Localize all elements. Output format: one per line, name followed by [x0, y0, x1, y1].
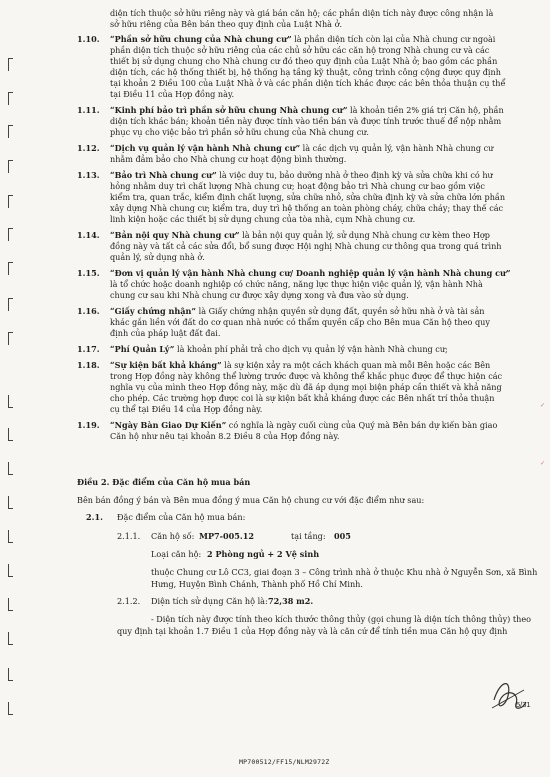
clause-text: diện tích, các hệ thống thiết bị, hệ thống hạ tầng kỹ thuật, công trình công cộng được quy định: [110, 67, 501, 77]
clause-number: 1.16.: [77, 306, 100, 316]
clause-number: 1.17.: [77, 344, 100, 354]
binding-mark: [8, 598, 13, 611]
defined-term: “Phần sở hữu chung của Nhà chung cư”: [110, 34, 292, 44]
clause-continuation-line: [110, 8, 493, 19]
clause-text: là việc duy tu, bảo dưỡng nhà ở theo định kỳ và sửa chữa khi có hư: [216, 170, 493, 180]
margin-mark: ✓: [540, 461, 546, 467]
clause-continuation-line: [110, 78, 506, 89]
defined-term: “Đơn vị quản lý vận hành Nhà chung cư/ Doanh nghiệp quản lý vận hành Nhà chung cư”: [110, 268, 511, 278]
clause-text: xây dựng Nhà chung cư; kiểm tra, duy trì hệ thống an toàn phòng cháy, chữa cháy; thay thế các: [110, 203, 504, 213]
clause-text: là các dịch vụ quản lý, vận hành Nhà chung cư: [300, 143, 494, 153]
clause-line: [110, 420, 497, 431]
area-note-line-2: quy định tại khoản 1.7 Điều 1 của Hợp đồng này và là căn cứ để tính tiền mua Căn hộ quy định: [117, 626, 508, 636]
apartment-type-label: Loại căn hộ:: [151, 549, 202, 559]
clause-line: [110, 344, 448, 355]
clause-continuation-line: [110, 45, 489, 56]
clause-text: linh kiện hoặc các thiết bị sử dụng chung của tòa nhà, cụm Nhà chung cư.: [110, 214, 416, 224]
clause-text: chung cư sau khi Nhà chung cư được xây dựng xong và đưa vào sử dụng.: [110, 290, 409, 300]
clause-text: cho phép. Các trường hợp được coi là sự kiện bất khả kháng được các Bên nhất trí thỏa thuận: [110, 393, 495, 403]
clause-continuation-line: [110, 371, 502, 382]
usable-area-label: Diện tích sử dụng Căn hộ là:: [151, 596, 268, 606]
clause-text: là bản nội quy quản lý, sử dụng Nhà chung cư kèm theo Hợp: [239, 230, 490, 240]
page-number: 5/31: [516, 700, 531, 709]
document-footer-code: MP700512/FF15/NLM2972Z: [239, 758, 330, 766]
clause-number: 1.13.: [77, 170, 100, 180]
binding-mark: [8, 58, 13, 71]
clause-text: phục vụ cho việc bảo trì phần sở hữu chung của Nhà chung cư.: [110, 127, 370, 137]
binding-mark: [8, 262, 13, 275]
clause-continuation-line: [110, 19, 342, 30]
section-2-1-1-number: 2.1.1.: [117, 531, 141, 541]
clause-text: diện tích thuộc sở hữu riêng này và giá bán căn hộ; các phần diện tích này được công nhận là: [110, 8, 494, 18]
clause-line: [110, 170, 493, 181]
clause-text: tại khoản 2 Điều 100 của Luật Nhà ở và các phần diện tích khác được các bên thỏa thuận cụ thể: [110, 78, 506, 88]
defined-term: “Ngày Bàn Giao Dự Kiến”: [110, 420, 227, 430]
clause-continuation-line: [110, 127, 369, 138]
binding-mark: [8, 462, 13, 475]
binding-mark: [8, 428, 13, 441]
clause-text: kiểm tra, quan trắc, kiểm định chất lượng, sửa chữa nhỏ, sửa chữa định kỳ và sửa chữa lớn phần: [110, 192, 506, 202]
binding-mark: [8, 668, 13, 681]
defined-term: “Phí Quản Lý”: [110, 344, 175, 354]
binding-mark: [8, 195, 13, 208]
clause-continuation-line: [110, 241, 502, 252]
clause-text: nghĩa vụ của mình theo Hợp đồng này, mặc dù đã áp dụng mọi biện pháp cần thiết và khả năng: [110, 382, 502, 392]
clause-continuation-line: [110, 404, 262, 415]
clause-number: 1.11.: [77, 105, 100, 115]
clause-continuation-line: [110, 279, 483, 290]
clause-text: là phần diện tích còn lại của Nhà chung cư ngoài: [291, 34, 496, 44]
usable-area-value: 72,38 m2.: [268, 596, 314, 606]
margin-mark: ✓: [540, 403, 546, 409]
clause-number: 1.10.: [77, 34, 100, 44]
binding-mark: [8, 632, 13, 645]
clause-text: là sự kiện xảy ra một cách khách quan mà mỗi Bên hoặc các Bên: [221, 360, 491, 370]
defined-term: “Bảo trì Nhà chung cư”: [110, 170, 217, 180]
section-2-1-number: 2.1.: [86, 512, 103, 522]
clause-text: trong Hợp đồng này không thể lường trước được và không thể khắc phục được để thực hiện các: [110, 371, 503, 381]
article-2-intro: Bên bán đồng ý bán và Bên mua đồng ý mua Căn hộ chung cư với đặc điểm như sau:: [77, 495, 425, 505]
clause-continuation-line: [110, 214, 415, 225]
clause-continuation-line: [110, 317, 490, 328]
section-2-1-2-number: 2.1.2.: [117, 596, 141, 606]
binding-mark: [8, 228, 13, 241]
clause-text: là Giấy chứng nhận quyền sử dụng đất, quyền sở hữu nhà ở và tài sản: [196, 306, 485, 316]
clause-line: [110, 360, 490, 371]
defined-term: “Dịch vụ quản lý vận hành Nhà chung cư”: [110, 143, 301, 153]
clause-number: 1.15.: [77, 268, 100, 278]
clause-continuation-line: [110, 393, 494, 404]
clause-text: tại Điều 11 của Hợp đồng này.: [110, 89, 235, 99]
clause-continuation-line: [110, 67, 501, 78]
clause-continuation-line: [110, 290, 409, 301]
binding-mark: [8, 332, 13, 345]
binding-mark: [8, 160, 13, 173]
location-line-2: Hưng, Huyện Bình Chánh, Thành phố Hồ Chí Minh.: [151, 579, 363, 589]
binding-mark: [8, 530, 13, 543]
clause-text: định của pháp luật đất đai.: [110, 328, 221, 338]
clause-line: [110, 34, 495, 45]
clause-line: [110, 230, 490, 241]
clause-text: nhằm đảm bảo cho Nhà chung cư hoạt động bình thường.: [110, 154, 347, 164]
clause-text: hỏng nhằm duy trì chất lượng Nhà chung cư; hoạt động bảo trì Nhà chung cư bao gồm việc: [110, 181, 485, 191]
clause-continuation-line: [110, 252, 205, 263]
clause-text: có nghĩa là ngày cuối cùng của Quý mà Bên bán dự kiến bàn giao: [226, 420, 498, 430]
clause-text: thiết bị sử dụng chung cho Nhà chung cư đó theo quy định của Luật Nhà ở; bao gồm các phần: [110, 56, 498, 66]
clause-continuation-line: [110, 154, 346, 165]
binding-mark: [8, 496, 13, 509]
clause-continuation-line: [110, 89, 234, 100]
clause-number: 1.12.: [77, 143, 100, 153]
clause-continuation-line: [110, 382, 502, 393]
clause-number: 1.14.: [77, 230, 100, 240]
floor-value: 005: [334, 531, 351, 541]
section-2-1-text: Đặc điểm của Căn hộ mua bán:: [117, 512, 246, 522]
clause-number: 1.18.: [77, 360, 100, 370]
clause-line: [110, 143, 493, 154]
clause-continuation-line: [110, 181, 485, 192]
clause-continuation-line: [110, 56, 497, 67]
binding-mark: [8, 395, 13, 408]
clause-continuation-line: [110, 328, 220, 339]
clause-line: [110, 268, 511, 279]
clause-text: Căn hộ như nêu tại khoản 8.2 Điều 8 của Hợp đồng này.: [110, 431, 340, 441]
defined-term: “Sự kiện bất khả kháng”: [110, 360, 222, 370]
clause-number: 1.19.: [77, 420, 100, 430]
clause-continuation-line: [110, 431, 339, 442]
binding-mark: [8, 92, 13, 105]
apartment-type-value: 2 Phòng ngủ + 2 Vệ sinh: [207, 549, 320, 559]
clause-line: [110, 105, 504, 116]
clause-continuation-line: [110, 116, 501, 127]
clause-text: là khoản tiền 2% giá trị Căn hộ, phần: [347, 105, 504, 115]
clause-text: cụ thể tại Điều 14 của Hợp đồng này.: [110, 404, 263, 414]
clause-text: là tổ chức hoặc doanh nghiệp có chức năng, năng lực thực hiện việc quản lý, vận hành Nhà: [110, 279, 483, 289]
binding-mark: [8, 125, 13, 138]
article-2-title: Điều 2. Đặc điểm của Căn hộ mua bán: [77, 477, 251, 487]
clause-line: [110, 306, 485, 317]
floor-label: tại tầng:: [291, 531, 326, 541]
signature-initials: [486, 670, 532, 716]
clause-continuation-line: [110, 192, 505, 203]
clause-text: quản lý, sử dụng nhà ở.: [110, 252, 205, 262]
binding-mark: [8, 564, 13, 577]
clause-text: phần diện tích thuộc sở hữu riêng của các chủ sở hữu các căn hộ trong Nhà chung cư và các: [110, 45, 490, 55]
clause-text: diện tích khác bán; khoản tiền này được tính vào tiền bán và được tính trước thuế để nộp nhằm: [110, 116, 502, 126]
clause-text: khác gắn liền với đất do cơ quan nhà nước có thẩm quyền cấp cho Bên mua Căn hộ theo quy: [110, 317, 490, 327]
clause-text: đồng này và tất cả các sửa đổi, bổ sung được Hội nghị Nhà chung cư thông qua trong quá trình: [110, 241, 502, 251]
clause-text: là khoản phí phải trả cho dịch vụ quản lý vận hành Nhà chung cư;: [174, 344, 448, 354]
binding-mark: [8, 702, 13, 715]
location-line-1: thuộc Chung cư Lô CC3, giai đoạn 3 – Công trình nhà ở thuộc Khu nhà ở Nguyễn Sơn, xã Bình: [151, 567, 538, 577]
clause-text: sở hữu riêng của Bên bán theo quy định của Luật Nhà ở.: [110, 19, 343, 29]
clause-continuation-line: [110, 203, 503, 214]
apartment-number-label: Căn hộ số:: [151, 531, 195, 541]
area-note-line-1: - Diện tích này được tính theo kích thước thông thủy (gọi chung là diện tích thông thủy) theo: [151, 614, 532, 624]
apartment-number-value: MP7-005.12: [199, 531, 255, 541]
defined-term: “Kinh phí bảo trì phần sở hữu chung Nhà chung cư”: [110, 105, 348, 115]
defined-term: “Giấy chứng nhận”: [110, 306, 197, 316]
defined-term: “Bản nội quy Nhà chung cư”: [110, 230, 240, 240]
binding-mark: [8, 298, 13, 311]
